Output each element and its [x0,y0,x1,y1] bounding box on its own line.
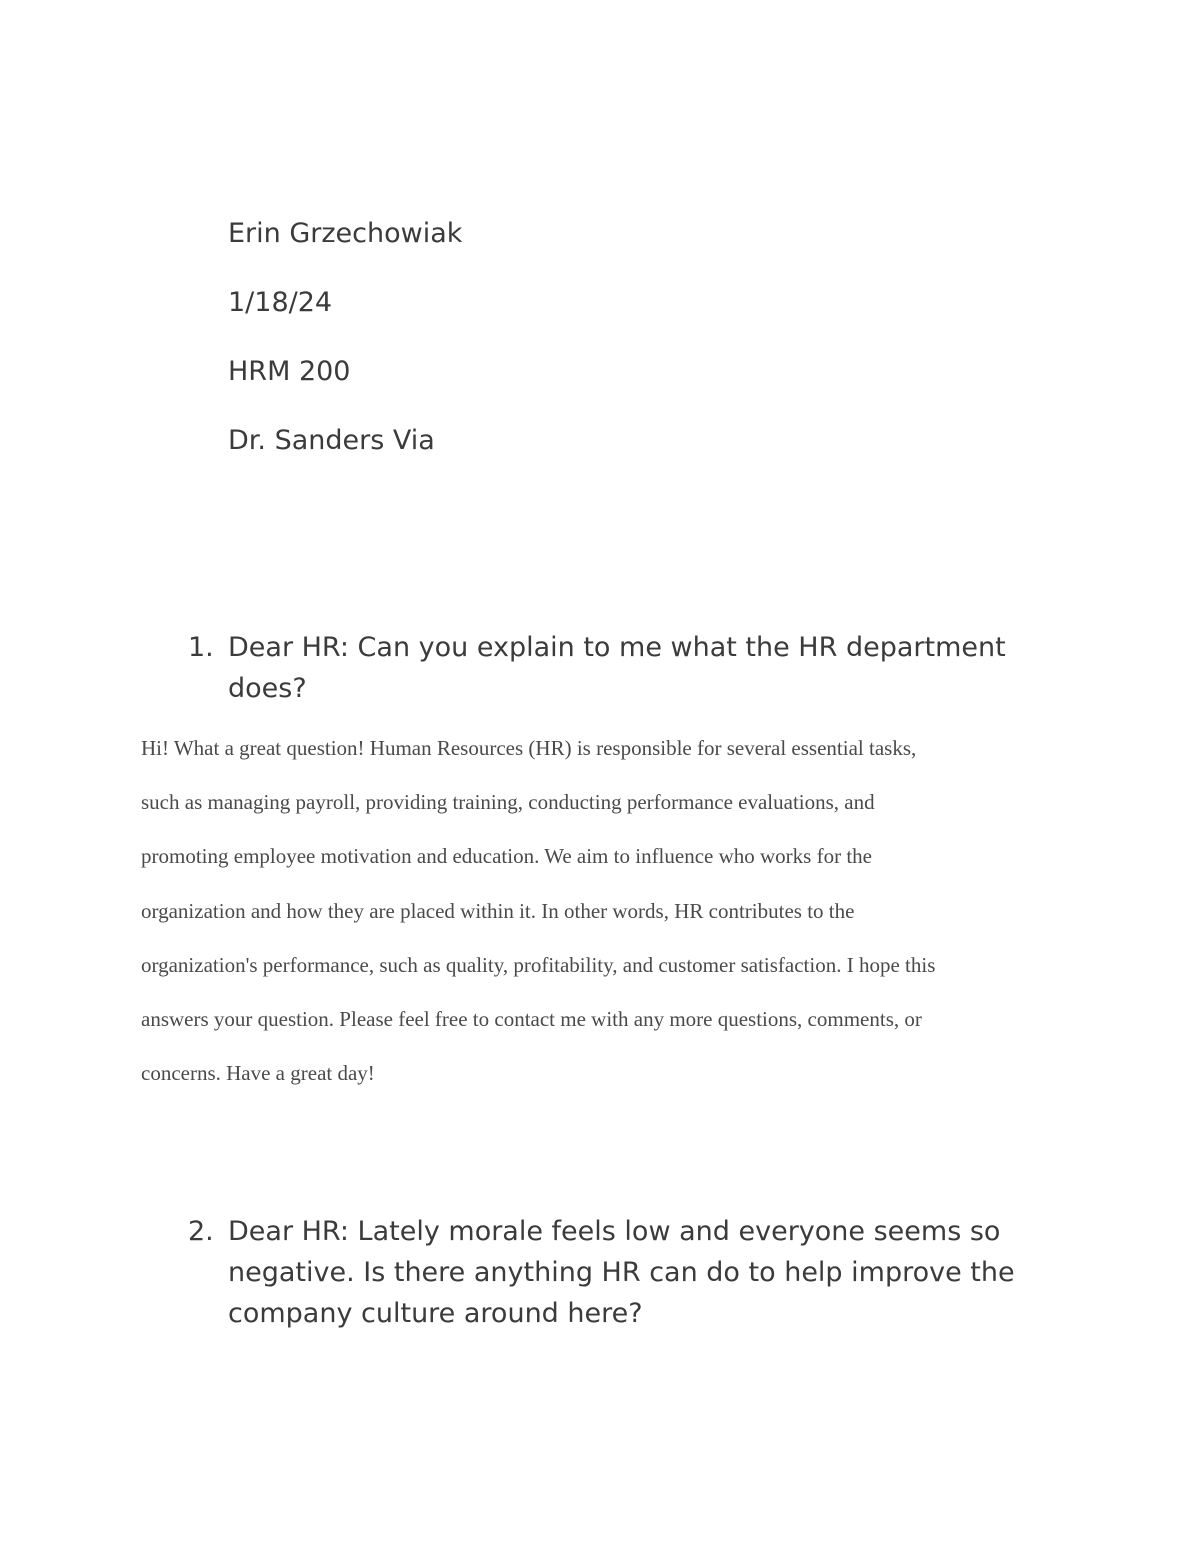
question-text: Dear HR: Can you explain to me what the HR department does? [228,632,1006,704]
answer-line: answers your question. Please feel free to contact me with any more questions, comments, or [141,1006,922,1031]
question-number: 2. [188,1216,214,1247]
answer-line: Hi! What a great question! Human Resources (HR) is responsible for several essential tasks, [141,736,917,760]
instructor-name: Dr. Sanders Via [228,425,435,456]
document-date: 1/18/24 [228,287,333,318]
author-name: Erin Grzechowiak [228,218,463,249]
question-1 [188,627,1088,709]
document-header [228,214,462,490]
question-text: Dear HR: Lately morale feels low and everyone seems so negative. Is there anything HR can do to help improve the company culture around here? [228,1216,1015,1329]
answer-line: promoting employee motivation and education. We aim to influence who works for the [141,844,872,869]
question-number: 1. [188,632,214,663]
answer-line: organization's performance, such as quality, profitability, and customer satisfaction. I hope this [141,952,936,977]
answer-line: organization and how they are placed within it. In other words, HR contributes to the [141,898,855,923]
course-code: HRM 200 [228,356,351,387]
answer-1 [141,728,1041,1107]
answer-line: concerns. Have a great day! [141,1061,375,1086]
question-2 [188,1211,1088,1334]
answer-line: such as managing payroll, providing training, conducting performance evaluations, and [141,790,875,815]
